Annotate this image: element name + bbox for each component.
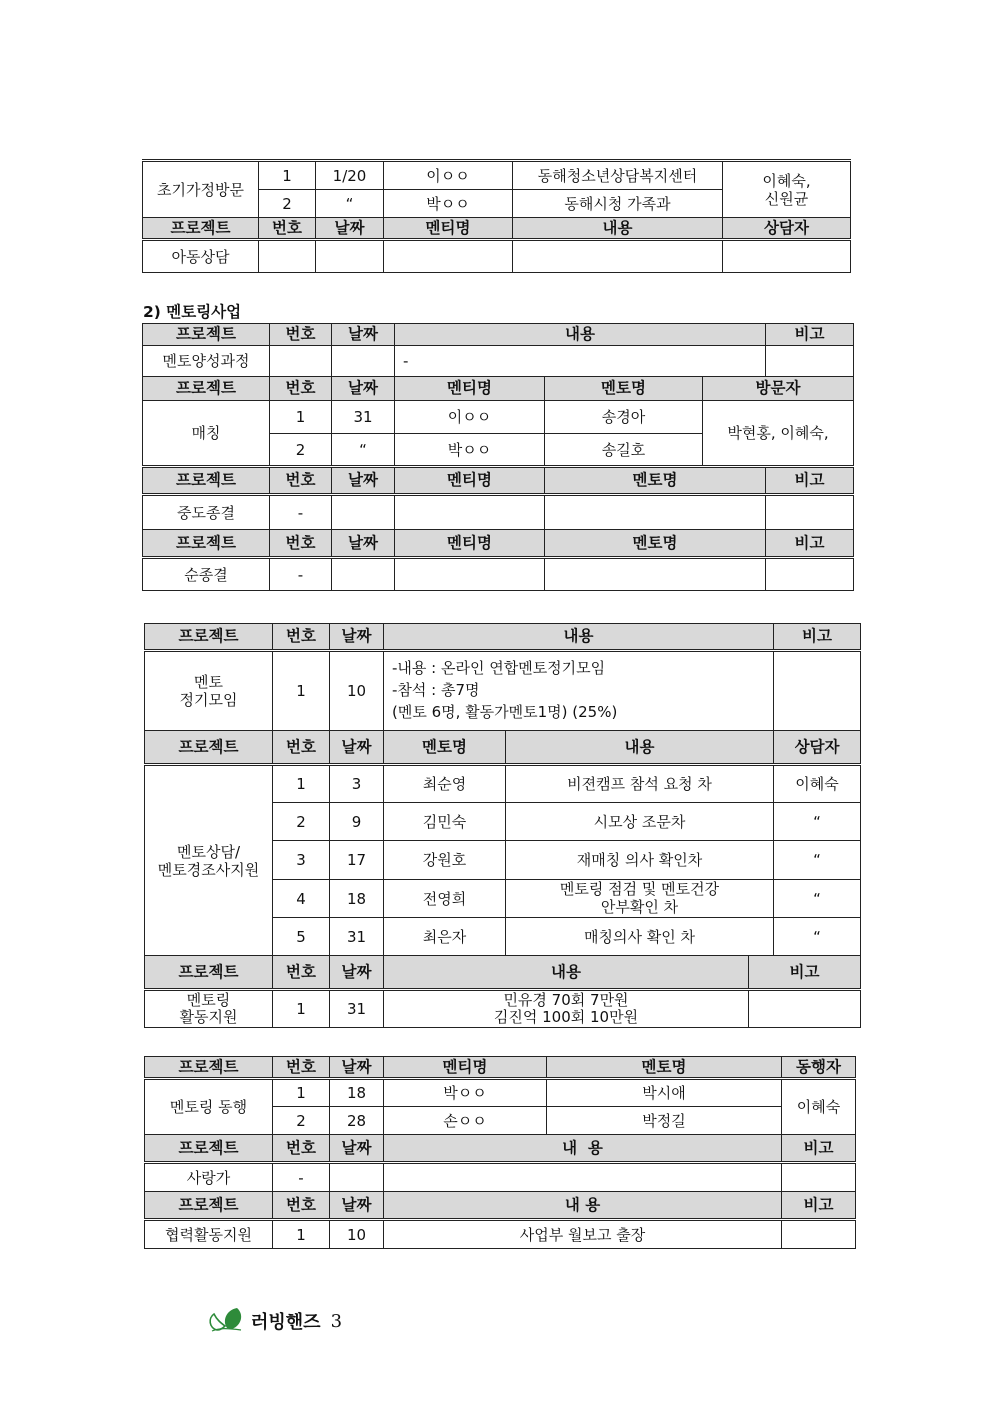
mentor-cell: 최순영 [384,765,506,803]
header-number: 번호 [273,1192,330,1220]
content-line: 민유경 70회 7만원 [503,990,629,1009]
header-date: 날짜 [330,731,384,765]
header-date: 날짜 [332,530,395,558]
header-mentor: 멘토명 [545,467,766,495]
content-cell: 시모상 조문차 [506,803,774,841]
date-cell [332,346,395,377]
date-cell: 31 [332,401,395,434]
content-line: 멘토링 점검 및 멘토건강 [559,880,720,899]
mentor-cell: 송경아 [545,401,703,434]
header-number: 번호 [270,377,332,401]
table-mentoring [142,323,854,591]
mentee-cell: 이ㅇㅇ [384,161,513,190]
header-date: 날짜 [330,624,384,651]
mentee-cell: 박ㅇㅇ [384,190,513,218]
header-number: 번호 [259,218,316,240]
header-project: 프로젝트 [143,467,270,495]
date-cell: 18 [330,880,384,918]
content-cell: - [395,346,766,377]
table-accompany [144,1056,856,1249]
counselor-line: 이혜숙, [762,171,811,190]
project-cell: 멘토양성과정 [143,346,270,377]
header-content: 내용 [506,731,774,765]
mentee-cell: 박ㅇㅇ [395,434,545,467]
content-line: 김진억 100회 10만원 [493,1008,639,1026]
project-cell: 멘토링 동행 [145,1079,273,1135]
number-cell: 3 [273,841,330,880]
content-cell: 동해시청 가족과 [513,190,723,218]
mentor-cell: 전영희 [384,880,506,918]
header-counselor: 상담자 [774,731,861,765]
header-content: 내용 [395,324,766,346]
project-cell: 매칭 [143,401,270,467]
mentor-cell: 최은자 [384,918,506,956]
number-cell: 2 [259,190,316,218]
content-line: -참석 : 총7명 [392,681,480,700]
header-content: 내용 [384,624,774,651]
header-date: 날짜 [330,1135,384,1163]
companion-cell: 이혜숙 [782,1079,856,1135]
counselor-cell: “ [774,803,861,841]
number-cell: 1 [273,990,330,1028]
content-line: (멘토 6명, 활동가멘토1명) (25%) [392,702,618,721]
content-cell: 사업부 월보고 출장 [384,1220,782,1249]
header-number: 번호 [270,324,332,346]
header-note: 비고 [774,624,861,651]
date-cell: “ [332,434,395,467]
header-mentor: 멘토명 [384,731,506,765]
content-line: 안부확인 차 [600,897,679,916]
number-cell: 4 [273,880,330,918]
header-project: 프로젝트 [143,324,270,346]
note-cell [766,495,854,530]
counselor-cell: 이혜숙 [774,765,861,803]
date-cell: 18 [330,1079,384,1107]
mentor-cell: 송길호 [545,434,703,467]
footer [207,1306,342,1336]
note-cell [782,1163,856,1192]
number-cell: 2 [273,1107,330,1135]
date-cell: “ [316,190,384,218]
header-number: 번호 [270,467,332,495]
project-cell: 협력활동지원 [145,1220,273,1249]
header-date: 날짜 [330,956,384,990]
header-project: 프로젝트 [145,731,273,765]
header-content: 내 용 [384,1135,782,1163]
header-project: 프로젝트 [143,218,259,240]
mentee-cell [395,558,545,591]
note-cell [774,651,861,731]
header-date: 날짜 [316,218,384,240]
number-cell: 1 [270,401,332,434]
counselor-line: 신원균 [764,189,809,208]
project-line: 멘토상담/ [176,842,240,861]
project-cell [145,651,273,731]
header-mentee: 멘티명 [395,377,545,401]
project-line: 멘토 [194,673,223,691]
mentee-cell: 손ㅇㅇ [384,1107,547,1135]
mentee-cell [384,240,513,273]
project-cell: 초기가정방문 [143,161,259,218]
date-cell [332,495,395,530]
header-note: 비고 [782,1192,856,1220]
date-cell: 31 [330,990,384,1028]
mentee-cell: 이ㅇㅇ [395,401,545,434]
number-cell: 1 [273,1079,330,1107]
content-line: -내용 : 온라인 연합멘토정기모임 [392,659,606,678]
header-visitor: 방문자 [703,377,854,401]
project-line: 정기모임 [179,691,238,709]
content-cell [384,1163,782,1192]
number-cell: 2 [273,803,330,841]
content-cell [513,240,723,273]
counselor-cell [723,240,851,273]
organization-name: 러빙핸즈 [251,1312,321,1333]
header-note: 비고 [782,1135,856,1163]
content-cell [384,990,749,1028]
header-date: 날짜 [330,1192,384,1220]
header-project: 프로젝트 [143,377,270,401]
header-date: 날짜 [332,377,395,401]
date-cell: 31 [330,918,384,956]
content-cell: 매칭의사 확인 차 [506,918,774,956]
project-cell [145,990,273,1028]
header-date: 날짜 [330,1057,384,1079]
number-cell [259,240,316,273]
date-cell: 10 [330,651,384,731]
header-companion: 동행자 [782,1057,856,1079]
header-number: 번호 [273,624,330,651]
table-initial-visit [142,159,851,273]
note-cell [766,346,854,377]
header-mentee: 멘티명 [395,467,545,495]
header-counselor: 상담자 [723,218,851,240]
header-number: 번호 [273,731,330,765]
header-number: 번호 [273,956,330,990]
counselor-cell: “ [774,918,861,956]
mentor-cell: 김민숙 [384,803,506,841]
number-cell: 2 [270,434,332,467]
mentor-cell [545,558,766,591]
counselor-cell: “ [774,880,861,918]
number-cell: 1 [273,1220,330,1249]
date-cell: 28 [330,1107,384,1135]
content-cell [506,880,774,918]
counselor-cell [723,161,851,218]
mentor-cell: 강원호 [384,841,506,880]
date-cell [330,1163,384,1192]
page-number: 3 [330,1310,343,1332]
project-cell [145,765,273,956]
date-cell [332,558,395,591]
note-cell [766,558,854,591]
project-cell: 중도종결 [143,495,270,530]
section-title: 2) 멘토링사업 [143,303,242,321]
project-cell: 순종결 [143,558,270,591]
project-line: 멘토링 [186,990,231,1009]
header-project: 프로젝트 [145,624,273,651]
visitor-cell: 박현홍, 이혜숙, [703,401,854,467]
number-cell: 1 [273,765,330,803]
number-cell: 1 [273,651,330,731]
header-number: 번호 [273,1057,330,1079]
counselor-cell: “ [774,841,861,880]
number-cell [270,346,332,377]
date-cell: 3 [330,765,384,803]
project-line: 활동지원 [179,1008,238,1026]
mentor-cell [545,495,766,530]
header-content: 내용 [384,956,749,990]
mentor-cell: 박정길 [547,1107,782,1135]
note-cell [749,990,861,1028]
header-content: 내용 [513,218,723,240]
header-mentee: 멘티명 [395,530,545,558]
header-note: 비고 [766,324,854,346]
number-cell: - [273,1163,330,1192]
header-project: 프로젝트 [145,1057,273,1079]
number-cell: 1 [259,161,316,190]
header-project: 프로젝트 [143,530,270,558]
number-cell: - [270,495,332,530]
mentor-cell: 박시애 [547,1079,782,1107]
number-cell: - [270,558,332,591]
note-cell [782,1220,856,1249]
header-number: 번호 [273,1135,330,1163]
header-project: 프로젝트 [145,1192,273,1220]
content-cell [384,651,774,731]
content-cell: 재매칭 의사 확인차 [506,841,774,880]
date-cell: 9 [330,803,384,841]
date-cell [316,240,384,273]
content-cell: 비젼캠프 참석 요청 차 [506,765,774,803]
header-mentee: 멘티명 [384,218,513,240]
content-cell: 동해청소년상담복지센터 [513,161,723,190]
date-cell: 10 [330,1220,384,1249]
header-mentor: 멘토명 [545,530,766,558]
mentee-cell [395,495,545,530]
header-content: 내 용 [384,1192,782,1220]
table-mentor-support [144,623,861,1028]
header-date: 날짜 [332,467,395,495]
header-project: 프로젝트 [145,1135,273,1163]
project-cell: 사랑가 [145,1163,273,1192]
leaf-logo-icon [207,1306,247,1336]
project-cell: 아동상담 [143,240,259,273]
date-cell: 1/20 [316,161,384,190]
header-mentee: 멘티명 [384,1057,547,1079]
number-cell: 5 [273,918,330,956]
date-cell: 17 [330,841,384,880]
header-note: 비고 [766,530,854,558]
project-line: 멘토경조사지원 [157,860,260,879]
header-mentor: 멘토명 [545,377,703,401]
header-date: 날짜 [332,324,395,346]
header-note: 비고 [766,467,854,495]
mentee-cell: 박ㅇㅇ [384,1079,547,1107]
header-number: 번호 [270,530,332,558]
header-mentor: 멘토명 [547,1057,782,1079]
header-note: 비고 [749,956,861,990]
header-project: 프로젝트 [145,956,273,990]
